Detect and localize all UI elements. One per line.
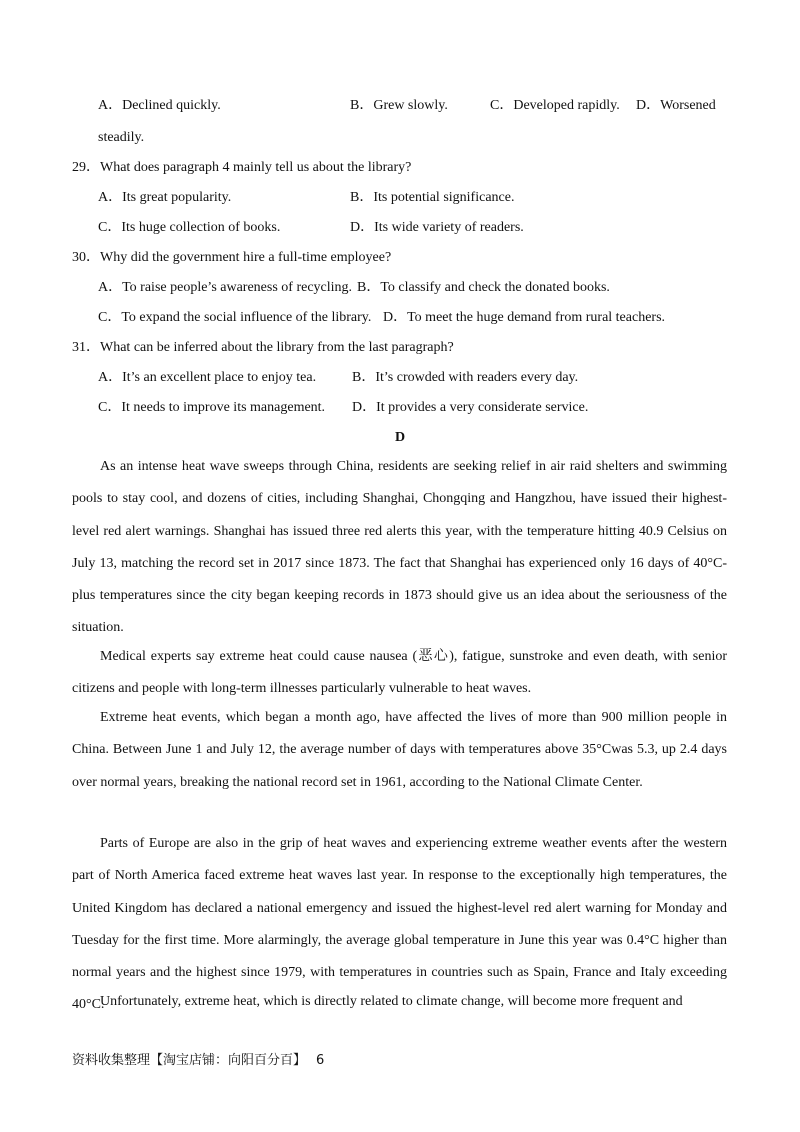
q31-option-a: A．It’s an excellent place to enjoy tea. [98,370,317,385]
paragraph-2: Medical experts say extreme heat could cause nausea (恶心), fatigue, sunstroke and even death, with senior citizens and people with long-term illnesses particularly vulnerable to heat waves. [72,649,727,697]
q29-option-a: A．Its great popularity. [98,190,232,205]
q29-option-d: D．Its wide variety of readers. [350,220,524,235]
q31-stem: 31．What can be inferred about the library from the last paragraph? [72,340,454,355]
q29-stem: 29．What does paragraph 4 mainly tell us about the library? [72,160,412,175]
q31-option-c: C．It needs to improve its management. [98,400,326,415]
q28-option-d: D．Worsened [636,98,716,113]
q29-option-b: B．Its potential significance. [350,190,515,205]
q30-option-d: D．To meet the huge demand from rural teachers. [383,310,666,325]
q31-option-b: B．It’s crowded with readers every day. [352,370,579,385]
q30-stem: 30．Why did the government hire a full-time employee? [72,250,392,265]
paragraph-5: Unfortunately, extreme heat, which is directly related to climate change, will become more frequent and [100,994,683,1009]
q30-option-b: B．To classify and check the donated books. [357,280,610,295]
q28-option-b: B．Grew slowly. [350,98,448,113]
footer-source: 资料收集整理【淘宝店铺：向阳百分百】 [72,1053,307,1068]
q31-option-d: D．It provides a very considerate service. [352,400,589,415]
page-footer [72,1052,324,1070]
page-number: 6 [316,1053,325,1068]
q29-option-c: C．Its huge collection of books. [98,220,281,235]
q28-option-c: C．Developed rapidly. [490,98,620,113]
paragraph-4: Parts of Europe are also in the grip of heat waves and experiencing extreme weather events after the western part of North America faced extreme heat waves last year. In response to the exceptionally high temperatures, the United Kingdom has declared a national emergency and issued the highest-level red alert warning for Monday and Tuesday for the first time. More alarmingly, the average global temperature in June this year was 0.4°C higher than normal years and the highest since 1979, with temperatures in countries such as Spain, France and Italy exceeding 40°C. [72,836,727,1013]
q30-option-c: C．To expand the social influence of the library. [98,310,372,325]
q30-option-a: A．To raise people’s awareness of recycling. [98,280,353,295]
q28-option-a: A．Declined quickly. [98,98,221,113]
q28-option-d-continued: steadily. [98,130,145,145]
paragraph-1: As an intense heat wave sweeps through China, residents are seeking relief in air raid shelters and swimming pools to stay cool, and dozens of cities, including Shanghai, Chongqing and Hangzhou, have issued their highest-level red alert warnings. Shanghai has issued three red alerts this year, with the temperature hitting 40.9 Celsius on July 13, matching the record set in 2017 since 1873. The fact that Shanghai has experienced only 16 days of 40°C-plus temperatures since the city began keeping records in 1873 should give us an idea about the seriousness of the situation. [72,459,727,636]
section-heading: D [394,430,406,445]
paragraph-3: Extreme heat events, which began a month ago, have affected the lives of more than 900 million people in China. Between June 1 and July 12, the average number of days with temperatures above 35°Cwas 5.3, up 2.4 days over normal years, breaking the national record set in 1961, according to the National Climate Center. [72,710,727,790]
